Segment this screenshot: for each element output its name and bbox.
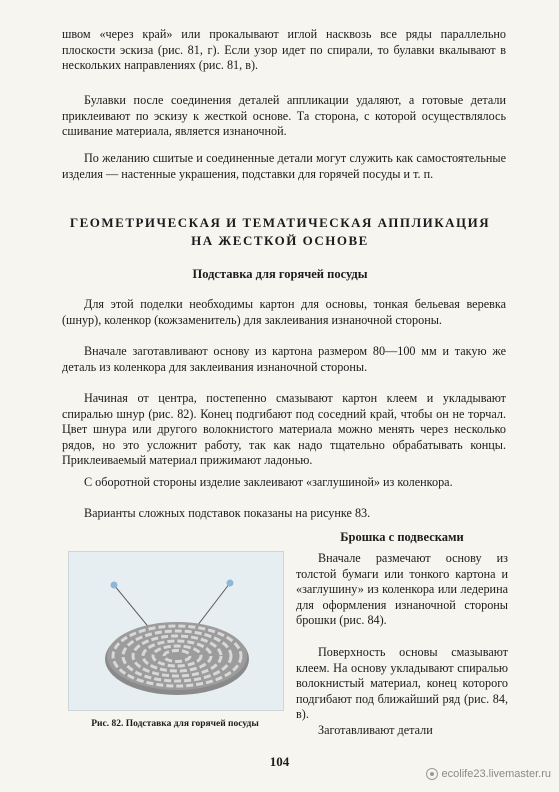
paragraph-spiral-cord: Начиная от центра, постепенно смазывают картон клеем и укладывают спиралью шнур (рис. 82). Конец подгибают под соседний край, чтобы он не торчал. Цвет шнура или другого волокнистого материала можно менять через несколько рядов, но это усложнит работу, так как надо тщательно обрабатывать концы. Приклеиваемый материал прижимают ладонью. xyxy=(62,391,506,468)
paragraph-continued: швом «через край» или прокалывают иглой насквозь все ряды параллельно плоскости эскиза (рис. 81, г). Если узор идет по спирали, то булавки вкалывают в нескольких направлениях (рис. 81, в). xyxy=(62,27,506,73)
paragraph-pins: Булавки после соединения деталей аппликации удаляют, а готовые детали приклеивают по эскизу к жесткой основе. Та сторона, с которой осуществлялось сшивание материала, является изнаночной. xyxy=(62,93,506,139)
paragraph-backing: С оборотной стороны изделие заклеивают «заглушиной» из коленкора. xyxy=(84,475,453,489)
page-number: 104 xyxy=(269,754,290,769)
coaster-illustration xyxy=(69,552,283,710)
figure-caption: Рис. 82. Подставка для горячей посуды xyxy=(91,719,259,729)
paragraph-brooch-details: Заготавливают детали xyxy=(318,723,433,737)
paragraph-materials: Для этой поделки необходимы картон для основы, тонкая бельевая веревка (шнур), коленкор (кожзаменитель) для заклеивания изнаночной стороны. xyxy=(62,297,506,327)
paragraph-brooch-base: Вначале размечают основу из толстой бумаги или тонкого картона и «заглушину» из коленкора или ледерина для оформления изнаночной стороны брошки (рис. 84). xyxy=(296,551,508,628)
paragraph-variants: Варианты сложных подставок показаны на рисунке 83. xyxy=(84,506,371,520)
watermark-logo-icon xyxy=(426,768,438,780)
figure-hot-dish-stand xyxy=(68,551,284,711)
section-title-line-1: ГЕОМЕТРИЧЕСКАЯ И ТЕМАТИЧЕСКАЯ АППЛИКАЦИЯ xyxy=(69,215,491,230)
paragraph-brooch-glue: Поверхность основы смазывают клеем. На основу укладывают спиралью волокнистый материал, конец которого подгибают под ближайший ряд (рис. 84, в). xyxy=(296,645,508,722)
watermark-text: ecolife23.livemaster.ru xyxy=(441,768,551,780)
paragraph-optional-use: По желанию сшитые и соединенные детали могут служить как самостоятельные изделия — настенные украшения, подставки для горячей посуды и т. п. xyxy=(62,151,506,181)
subheading-hot-dish-stand: Подставка для горячей посуды xyxy=(192,267,368,281)
section-title-line-2: НА ЖЕСТКОЙ ОСНОВЕ xyxy=(191,233,369,248)
watermark xyxy=(426,768,551,780)
paragraph-base-prep: Вначале заготавливают основу из картона размером 80—100 мм и такую же деталь из коленкора для заклеивания изнаночной стороны. xyxy=(62,344,506,374)
subheading-brooch: Брошка с подвесками xyxy=(340,530,464,544)
